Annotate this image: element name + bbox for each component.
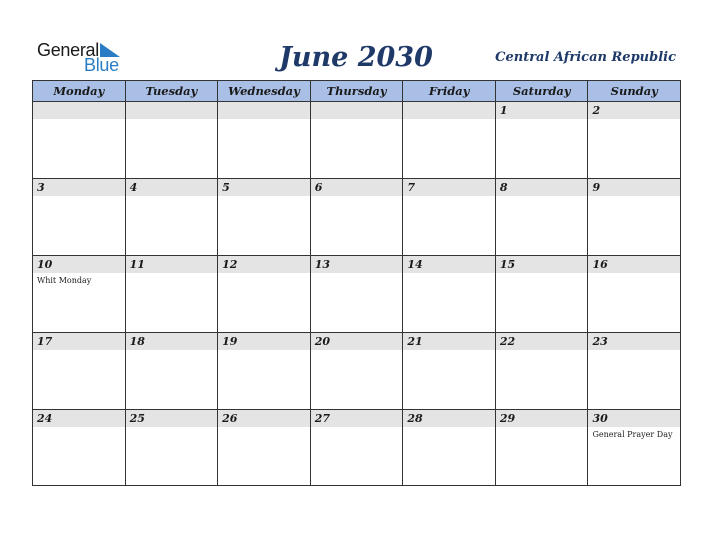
- day-cell: [33, 102, 126, 178]
- day-cell: [126, 333, 219, 409]
- day-number: 3: [37, 181, 45, 194]
- day-cell: [126, 102, 219, 178]
- day-cell: [218, 256, 311, 332]
- day-number: 4: [129, 181, 138, 194]
- weekday-header: Sunday: [610, 84, 658, 98]
- day-cell: [311, 333, 404, 409]
- calendar-weeks: [33, 102, 680, 485]
- country-name: Central African Republic: [495, 50, 676, 65]
- day-number-bar: [496, 179, 588, 196]
- day-cell: [311, 102, 404, 178]
- day-number-bar: [496, 102, 588, 119]
- day-cell: [588, 410, 680, 486]
- weekday-header: Friday: [403, 81, 496, 101]
- day-number: 24: [37, 412, 53, 425]
- day-number: 17: [37, 335, 53, 348]
- day-number: 29: [499, 412, 516, 425]
- logo-word-blue: Blue: [84, 55, 119, 75]
- day-number: 30: [592, 412, 608, 425]
- day-cell: [33, 256, 126, 332]
- day-cell: [403, 333, 496, 409]
- weekday-header: Saturday: [496, 81, 589, 101]
- day-number: 21: [407, 335, 423, 348]
- day-number-bar: [311, 179, 403, 196]
- holiday-label: Whit Monday: [37, 276, 92, 285]
- calendar-title: June 2030: [279, 42, 433, 73]
- day-number-bar: [311, 102, 403, 119]
- day-cell: [311, 256, 404, 332]
- day-number-bar: [126, 102, 218, 119]
- week-row: [33, 256, 680, 333]
- day-number: 2: [592, 104, 601, 117]
- day-number: 1: [499, 104, 508, 117]
- day-number: 10: [37, 258, 53, 271]
- day-number: 18: [129, 335, 145, 348]
- day-number: 19: [222, 335, 238, 348]
- day-cell: [126, 179, 219, 255]
- holiday-label: General Prayer Day: [592, 430, 673, 439]
- day-cell: [311, 179, 404, 255]
- day-number: 28: [407, 412, 423, 425]
- day-cell: [403, 256, 496, 332]
- day-number-bar: [403, 102, 495, 119]
- day-number: 16: [592, 258, 608, 271]
- day-number: 26: [222, 412, 238, 425]
- day-number-bar: [126, 179, 218, 196]
- day-number-bar: [218, 179, 310, 196]
- week-row: [33, 179, 680, 256]
- weekday-header: Monday: [33, 81, 126, 101]
- weekday-header-row: [33, 81, 680, 102]
- day-number: 7: [407, 181, 415, 194]
- day-number: 27: [314, 412, 331, 425]
- day-cell: [33, 179, 126, 255]
- calendar-grid: [32, 80, 681, 486]
- day-number-bar: [588, 179, 680, 196]
- weekday-header: Thursday: [311, 81, 404, 101]
- logo-word-general: General: [37, 40, 99, 60]
- day-number: 22: [499, 335, 516, 348]
- day-number: 5: [222, 181, 230, 194]
- day-cell: [496, 333, 589, 409]
- day-number-bar: [218, 102, 310, 119]
- day-cell: [33, 410, 126, 486]
- day-number: 23: [592, 335, 608, 348]
- day-cell: [588, 333, 680, 409]
- week-row: [33, 102, 680, 179]
- day-cell: [496, 256, 589, 332]
- day-cell: [588, 256, 680, 332]
- day-cell: [588, 102, 680, 178]
- day-cell: [496, 410, 589, 486]
- day-number: 12: [222, 258, 238, 271]
- day-number-bar: [33, 102, 125, 119]
- weekday-header: Tuesday: [126, 81, 219, 101]
- day-cell: [496, 102, 589, 178]
- generalblue-logo: [37, 40, 127, 74]
- day-number: 11: [129, 258, 145, 271]
- day-cell: [496, 179, 589, 255]
- day-number: 14: [407, 258, 423, 271]
- day-number: 20: [314, 335, 331, 348]
- day-cell: [403, 410, 496, 486]
- day-cell: [403, 102, 496, 178]
- day-number: 25: [129, 412, 145, 425]
- week-row: [33, 333, 680, 410]
- week-row: [33, 410, 680, 486]
- day-number: 8: [499, 181, 508, 194]
- day-number-bar: [588, 102, 680, 119]
- day-number: 15: [499, 258, 516, 271]
- day-cell: [218, 333, 311, 409]
- day-cell: [33, 333, 126, 409]
- weekday-header: Wednesday: [218, 81, 311, 101]
- day-number-bar: [33, 179, 125, 196]
- day-cell: [126, 256, 219, 332]
- day-number: 13: [314, 258, 331, 271]
- day-cell: [588, 179, 680, 255]
- day-cell: [218, 102, 311, 178]
- day-number-bar: [403, 179, 495, 196]
- day-cell: [126, 410, 219, 486]
- day-cell: [218, 179, 311, 255]
- day-cell: [403, 179, 496, 255]
- day-cell: [218, 410, 311, 486]
- day-number: 6: [314, 181, 323, 194]
- day-cell: [311, 410, 404, 486]
- day-number: 9: [592, 181, 601, 194]
